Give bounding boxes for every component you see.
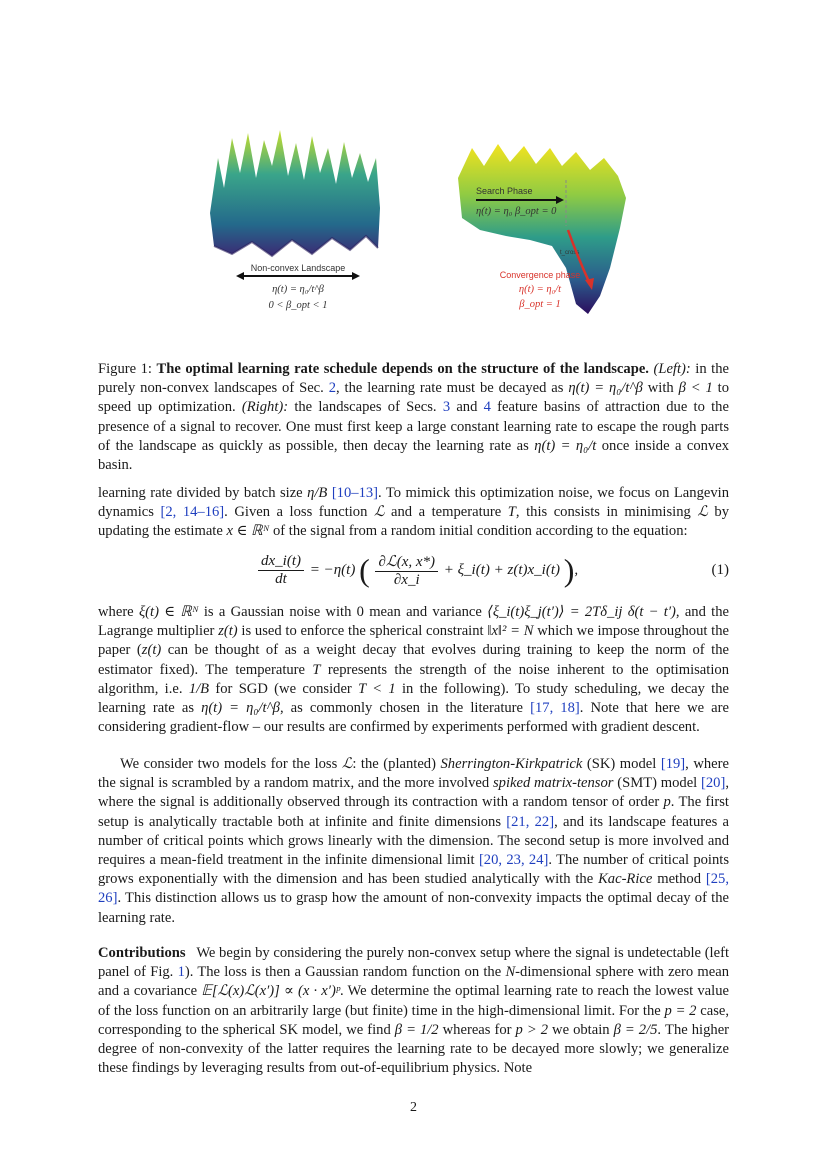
citation[interactable]: [2, bbox=[160, 504, 177, 521]
math: N bbox=[505, 964, 516, 981]
math: z(t) bbox=[218, 623, 238, 640]
caption-text: feature basins of attraction due to the presence of a signal to recover. One must first keep a large constant learning rate to escape the rough parts of the landscape as quickly as possible, then decay the learning rate as bbox=[98, 399, 729, 454]
citation[interactable]: [20, 23, 24] bbox=[478, 852, 549, 869]
eq-eta: = −η(t) bbox=[309, 561, 356, 578]
caption-right-tag: (Right): bbox=[241, 399, 289, 416]
text: , and the Lagrange multiplier bbox=[98, 604, 729, 640]
figure-caption bbox=[98, 360, 729, 475]
paragraph-models bbox=[98, 755, 729, 928]
eq-end: , bbox=[574, 561, 579, 578]
text: , where the signal is scrambled by a random matrix, and the more involved bbox=[98, 756, 729, 792]
equation-number: (1) bbox=[711, 562, 729, 578]
text: . Given a loss function bbox=[224, 504, 368, 521]
text: . The first setup is analytically tractable both at infinite and finite dimensions bbox=[98, 794, 729, 830]
math: ℒ bbox=[373, 504, 385, 521]
caption-math: η(t) = η₀/t bbox=[534, 437, 597, 454]
text: can be thought of as a weight decay that evolves during training to keep the norm of the estimator fixed). The temperature bbox=[98, 642, 730, 678]
text: learning rate divided by batch size bbox=[98, 485, 303, 501]
citation[interactable]: [20] bbox=[701, 775, 726, 792]
text: . The higher degree of non-convexity of the latter requires the learning rate to be decayed more slowly; we generalize these findings by leveraging results from out-of-equilibrium physics. Note bbox=[98, 1021, 730, 1077]
math: p = 2 bbox=[664, 1002, 697, 1019]
text: , where the signal is additionally observed through its contraction with a random tensor of order bbox=[98, 775, 729, 811]
ref-sec-2[interactable]: 2 bbox=[328, 380, 336, 397]
text: -dimensional sphere with zero mean and a covariance bbox=[98, 964, 730, 1000]
caption-math: β < 1 bbox=[678, 380, 713, 397]
landscape-illustration bbox=[180, 118, 650, 328]
caption-text: with bbox=[647, 380, 674, 397]
text: for SGD (we consider bbox=[215, 680, 352, 697]
paragraph-contributions bbox=[98, 944, 729, 1078]
math: T < 1 bbox=[358, 680, 396, 697]
contributions-heading: Contributions bbox=[98, 945, 186, 961]
text: , this consists in minimising bbox=[515, 504, 691, 521]
term-kac-rice: Kac-Rice bbox=[598, 871, 653, 888]
math: ‖x‖² = N bbox=[487, 623, 534, 640]
text: by updating the estimate bbox=[98, 504, 729, 540]
text: where bbox=[98, 604, 134, 620]
math: β = 1/2 bbox=[394, 1021, 439, 1038]
text: . Note that here we are considering gradient-flow – our results are confirmed by experiments performed with gradient descent. bbox=[98, 700, 729, 736]
text: . To mimick this optimization noise, we focus on Langevin dynamics bbox=[98, 485, 729, 521]
text: in the following). To study scheduling, we decay the learning rate as bbox=[98, 680, 729, 717]
math: η/B bbox=[307, 485, 328, 501]
nonconvex-surface bbox=[210, 130, 380, 256]
math: p bbox=[663, 794, 671, 811]
math: ξ(t) ∈ ℝᴺ bbox=[138, 604, 199, 620]
math: ℒ bbox=[341, 756, 353, 772]
math: ℒ bbox=[697, 504, 708, 521]
math: β = 2/5 bbox=[613, 1021, 658, 1038]
text: We consider two models for the loss bbox=[120, 756, 338, 772]
left-formula-1: η(t) = η₀/t^β bbox=[272, 284, 324, 295]
term-sk: Sherrington-Kirkpatrick bbox=[440, 756, 583, 772]
text: method bbox=[657, 871, 701, 888]
math: η(t) = η₀/t^β bbox=[201, 700, 280, 717]
eq-tail: + ξ_i(t) + z(t)x_i(t) bbox=[443, 561, 560, 578]
citation[interactable]: [19] bbox=[660, 756, 686, 772]
caption-text: and bbox=[456, 399, 478, 416]
text: (SK) model bbox=[586, 756, 657, 772]
caption-left-tag: (Left): bbox=[653, 361, 691, 377]
text: , as commonly chosen in the literature bbox=[279, 700, 524, 717]
search-formula: η(t) = η₀ β_opt = 0 bbox=[476, 206, 557, 217]
text: . We determine the optimal learning rate to reach the lowest value of the loss function on an arbitrarily large (but finite) time in the high-dimensional limit. For the bbox=[98, 983, 729, 1019]
text: which we impose throughout the paper ( bbox=[98, 623, 729, 659]
conv-formula-1: η(t) = η₀/t bbox=[518, 284, 562, 295]
ref-sec-3[interactable]: 3 bbox=[442, 399, 451, 416]
math: T bbox=[507, 504, 516, 521]
nonconvex-label: Non-convex Landscape bbox=[250, 263, 346, 273]
eq-lhs-den: dt bbox=[275, 571, 287, 587]
search-phase-label: Search Phase bbox=[476, 186, 533, 196]
eq-lhs-num: dx_i(t) bbox=[258, 553, 304, 571]
figure-1 bbox=[180, 118, 650, 328]
citation[interactable]: [10–13] bbox=[331, 485, 379, 501]
term-smt: spiked matrix-tensor bbox=[492, 775, 614, 792]
text: is a Gaussian noise with 0 mean and variance bbox=[203, 604, 482, 620]
equation-1: $\frac{dx\_i(t)}{dt}$ = −η(t) ( $\frac{\text{∂ℒ(x, x*)}}{\partial x\_i}$ + ξ_i(t) + z(t)x_i(t) ), (1) bbox=[98, 548, 729, 596]
text: of the signal from a random initial condition according to the equation: bbox=[272, 523, 688, 540]
citation[interactable]: [25, 26] bbox=[98, 871, 729, 907]
math: T bbox=[312, 661, 321, 678]
caption-text: once inside a convex basin. bbox=[98, 437, 729, 474]
caption-text: in the purely non-convex landscapes of Sec. bbox=[98, 361, 729, 397]
convergence-label: Convergence phase bbox=[499, 270, 581, 280]
caption-text: to speed up optimization. bbox=[98, 380, 729, 416]
left-formula-2: 0 < β_opt < 1 bbox=[268, 300, 328, 311]
text: and a temperature bbox=[390, 504, 502, 521]
math: z(t) bbox=[141, 642, 162, 659]
eq-grad-den: ∂x_i bbox=[393, 572, 420, 588]
text: . This distinction allows us to grasp how the amount of non-convexity impacts the optimal decay of the learning rate. bbox=[98, 890, 729, 926]
text: We begin by considering the purely non-convex setup where the signal is undetectable (left panel of Fig. bbox=[98, 945, 729, 981]
caption-text: the landscapes of Secs. bbox=[294, 399, 437, 416]
text: we obtain bbox=[552, 1021, 610, 1038]
text: whereas for bbox=[442, 1021, 512, 1038]
text: represents the strength of the noise inherent to the optimisation algorithm, i.e. bbox=[98, 661, 729, 697]
caption-title: The optimal learning rate schedule depends on the structure of the landscape. bbox=[156, 361, 649, 377]
text: is used to enforce the spherical constraint bbox=[241, 623, 484, 640]
caption-label: Figure 1: bbox=[98, 361, 152, 377]
citation[interactable]: [17, 18] bbox=[530, 700, 580, 717]
text: (SMT) model bbox=[617, 775, 698, 792]
t-cross-label: t_cross bbox=[560, 250, 580, 256]
caption-text: , the learning rate must be decayed as bbox=[335, 380, 564, 397]
math: ⟨ξ_i(t)ξ_j(t′)⟩ = 2Tδ_ij δ(t − t′) bbox=[487, 604, 676, 620]
eq-grad-num: ∂ℒ(x, x*) bbox=[375, 552, 438, 572]
ref-sec-4[interactable]: 4 bbox=[483, 399, 491, 416]
text: ). The loss is then a Gaussian random function on the bbox=[184, 964, 502, 981]
math: 1/B bbox=[188, 680, 210, 697]
math: p > 2 bbox=[515, 1021, 548, 1038]
conv-formula-2: β_opt = 1 bbox=[519, 299, 561, 310]
paragraph-noise bbox=[98, 603, 729, 737]
citation[interactable]: [21, 22] bbox=[506, 813, 555, 830]
text: . The number of critical points grows exponentially with the dimension and has been studied analytically with the bbox=[98, 852, 729, 888]
paragraph-langevin bbox=[98, 484, 729, 542]
math: x ∈ ℝᴺ bbox=[226, 523, 270, 540]
caption-math: η(t) = η₀/t^β bbox=[568, 380, 643, 397]
citation[interactable]: 14–16] bbox=[182, 504, 225, 521]
text: : the (planted) bbox=[352, 756, 436, 772]
page-number: 2 bbox=[410, 1100, 417, 1115]
text: case, corresponding to the spherical SK model, we find bbox=[98, 1002, 729, 1038]
math: 𝔼[ℒ(x)ℒ(x′)] ∝ (x · x′)ᵖ bbox=[201, 983, 340, 1000]
figure-reference[interactable]: 1 bbox=[177, 964, 185, 981]
text: , and its landscape features a number of critical points which grows linearly with the dimension. The second setup is more involved and requires a mean-field treatment in the infinite dimensional limit bbox=[98, 813, 729, 869]
